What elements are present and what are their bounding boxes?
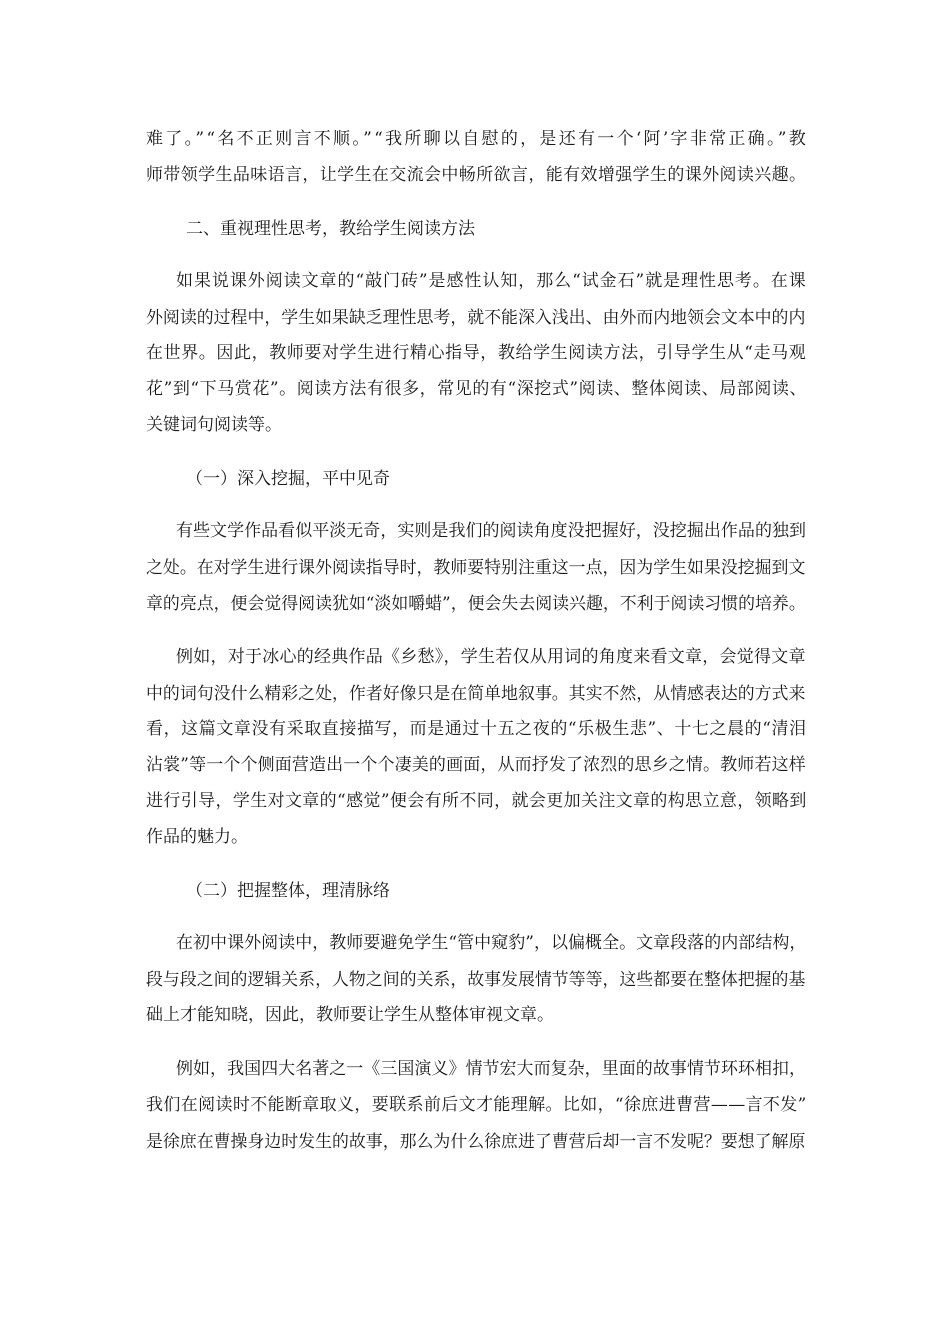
text-line: 如果说课外阅读文章的“敲门砖”是感性认知，那么“试金石”就是理性思考。在课 — [176, 271, 807, 291]
text-line: 之处。在对学生进行课外阅读指导时，教师要特别注重这一点，因为学生如果没挖掘到文 — [146, 557, 806, 577]
text-line: 是徐庶在曹操身边时发生的故事，那么为什么徐庶进了曹营后却一言不发呢？要想了解原 — [146, 1131, 806, 1151]
subsection-heading: （一）深入挖掘，平中见奇 — [186, 469, 390, 489]
subsection-heading: （二）把握整体，理清脉络 — [186, 881, 390, 901]
text-line: 沾裳”等一个个侧面营造出一个个凄美的画面，从而抒发了浓烈的思乡之情。教师若这样 — [146, 755, 806, 775]
text-line: 段与段之间的逻辑关系，人物之间的关系，故事发展情节等等，这些都要在整体把握的基 — [146, 969, 806, 989]
text-line: 础上才能知晓，因此，教师要让学生从整体审视文章。 — [146, 1005, 554, 1025]
text-line: 外阅读的过程中，学生如果缺乏理性思考，就不能深入浅出、由外而内地领会文本中的内 — [146, 307, 806, 327]
text-line: 例如，我国四大名著之一《三国演义》情节宏大而复杂，里面的故事情节环环相扣， — [176, 1059, 807, 1079]
text-line: 有些文学作品看似平淡无奇，实则是我们的阅读角度没把握好，没挖掘出作品的独到 — [176, 521, 807, 541]
text-line: 难了。”“名不正则言不顺。”“我所聊以自慰的，是还有一个‘阿’字非常正确。”教 — [146, 129, 809, 149]
text-line: 师带领学生品味语言，让学生在交流会中畅所欲言，能有效增强学生的课外阅读兴趣。 — [146, 165, 807, 185]
text-line: 中的词句没什么精彩之处，作者好像只是在简单地叙事。其实不然，从情感表达的方式来 — [146, 683, 806, 703]
text-line: 例如，对于冰心的经典作品《乡愁》，学生若仅从用词的角度来看文章，会觉得文章 — [176, 647, 806, 667]
text-line: 作品的魅力。 — [146, 827, 248, 847]
text-line: 花”到“下马赏花”。阅读方法有很多，常见的有“深挖式”阅读、整体阅读、局部阅读、 — [146, 379, 808, 399]
section-heading: 二、重视理性思考，教给学生阅读方法 — [186, 219, 475, 239]
text-line: 关键词句阅读等。 — [146, 415, 282, 435]
text-line: 看，这篇文章没有采取直接描写，而是通过十五之夜的“乐极生悲”、十七之晨的“清泪 — [146, 719, 807, 739]
text-line: 在初中课外阅读中，教师要避免学生“管中窥豹”，以偏概全。文章段落的内部结构， — [176, 933, 807, 953]
text-line: 章的亮点，便会觉得阅读犹如“淡如嚼蜡”，便会失去阅读兴趣，不利于阅读习惯的培养。 — [146, 593, 806, 613]
text-line: 我们在阅读时不能断章取义，要联系前后文才能理解。比如，“徐庶进曹营——言不发” — [146, 1095, 807, 1115]
text-line: 在世界。因此，教师要对学生进行精心指导，教给学生阅读方法，引导学生从“走马观 — [146, 343, 807, 363]
text-line: 进行引导，学生对文章的“感觉”便会有所不同，就会更加关注文章的构思立意，领略到 — [146, 791, 807, 811]
